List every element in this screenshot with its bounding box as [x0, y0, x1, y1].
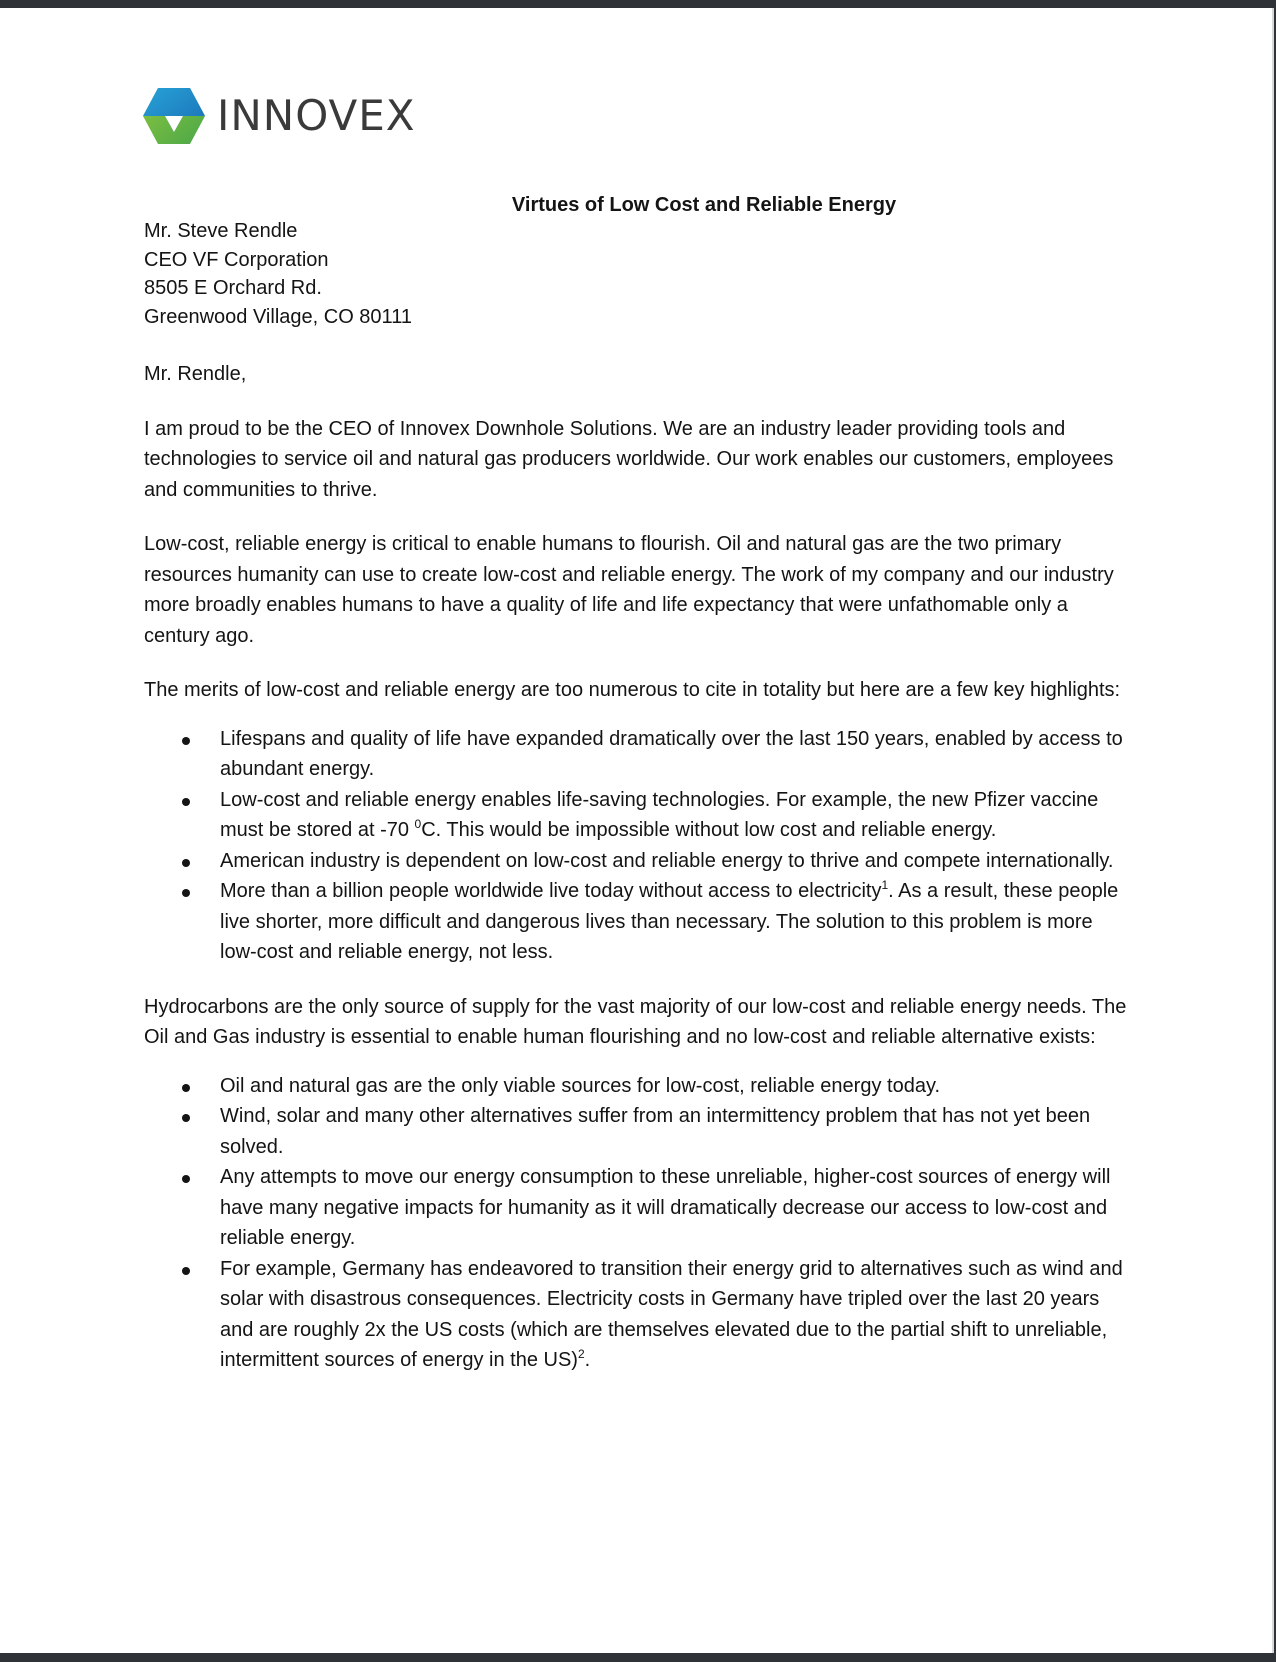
list-item — [144, 876, 1134, 968]
list-item — [144, 1162, 1134, 1254]
bullet-icon — [182, 1114, 190, 1122]
list-item-text: Wind, solar and many other alternatives suffer from an intermittency problem that has not yet been solved. — [220, 1105, 1091, 1158]
bullet-icon — [182, 1084, 190, 1092]
list-item — [144, 1254, 1134, 1376]
paragraph: I am proud to be the CEO of Innovex Downhole Solutions. We are an industry leader providing tools and technologies to service oil and natural gas producers worldwide. Our work enables our customers, employees and communities to thrive. — [144, 417, 1114, 501]
address-line: 8505 E Orchard Rd. — [144, 277, 322, 299]
bullet-list — [144, 1071, 1134, 1376]
list-item — [144, 785, 1134, 846]
paragraph: Hydrocarbons are the only source of supply for the vast majority of our low-cost and reliable energy needs. The Oil and Gas industry is essential to enable human flourishing and no low-cost and reliable alternative exists: — [144, 995, 1127, 1048]
bullet-icon — [182, 1175, 190, 1183]
list-item — [144, 724, 1134, 785]
bullet-list — [144, 724, 1134, 968]
document-page — [0, 8, 1272, 1653]
bullet-icon — [182, 889, 190, 897]
list-item-text: C. This would be impossible without low cost and reliable energy. — [421, 819, 997, 841]
footnote-marker: 2 — [577, 1347, 585, 1361]
logo-wordmark: INNOVEX — [217, 91, 416, 140]
bullet-icon — [182, 859, 190, 867]
superscript: 0 — [414, 817, 422, 831]
bullet-icon — [182, 1267, 190, 1275]
list-item — [144, 1071, 1134, 1102]
bullet-icon — [182, 798, 190, 806]
paragraph: Low-cost, reliable energy is critical to enable humans to flourish. Oil and natural gas are the two primary resources humanity can use to create low-cost and reliable energy. The work of my company and our industry more broadly enables humans to have a quality of life and life expectancy that were unfathomable only a century ago. — [144, 533, 1114, 647]
address-line: Greenwood Village, CO 80111 — [144, 305, 412, 328]
paragraph: The merits of low-cost and reliable energy are too numerous to cite in totality but here are a few key highlights: — [144, 679, 1121, 701]
footnote-marker: 1 — [881, 878, 889, 892]
salutation: Mr. Rendle, — [144, 363, 247, 385]
list-item-text: For example, Germany has endeavored to transition their energy grid to alternatives such as wind and solar with disastrous consequences. Electricity costs in Germany have tripled over the last 20 years and are roughly 2x the US costs (which are themselves elevated due to the partial shift to unreliable, intermittent sources of energy in the US) — [220, 1257, 1123, 1371]
innovex-hexagon-logo-icon — [143, 86, 205, 146]
list-item-text: Lifespans and quality of life have expanded dramatically over the last 150 years, enabled by access to abundant energy. — [220, 727, 1123, 780]
list-item-text: Low-cost and reliable energy enables life-saving technologies. For example, the new Pfizer vaccine must be stored at -70 — [220, 788, 1099, 841]
list-item-text: . As a result, these people live shorter, more difficult and dangerous lives than necessary. The solution to this problem is more low-cost and reliable energy, not less. — [220, 880, 1119, 963]
list-item-text: Any attempts to move our energy consumption to these unreliable, higher-cost sources of energy will have many negative impacts for humanity as it will dramatically decrease our access to low-cost and reliable energy. — [220, 1166, 1111, 1249]
bullet-icon — [182, 737, 190, 745]
letter-title: Virtues of Low Cost and Reliable Energy — [511, 194, 897, 216]
list-item — [144, 1101, 1134, 1162]
address-line: Mr. Steve Rendle — [144, 220, 298, 242]
address-line: CEO VF Corporation — [144, 248, 329, 271]
list-item-text: More than a billion people worldwide live today without access to electricity — [220, 880, 882, 902]
list-item-text: American industry is dependent on low-cost and reliable energy to thrive and compete internationally. — [220, 849, 1114, 872]
recipient-address — [144, 217, 1134, 331]
letter-body — [144, 190, 1134, 1376]
list-item-text: . — [584, 1349, 591, 1371]
list-item — [144, 846, 1134, 877]
company-logo — [143, 86, 416, 146]
list-item-text: Oil and natural gas are the only viable sources for low-cost, reliable energy today. — [220, 1074, 941, 1097]
